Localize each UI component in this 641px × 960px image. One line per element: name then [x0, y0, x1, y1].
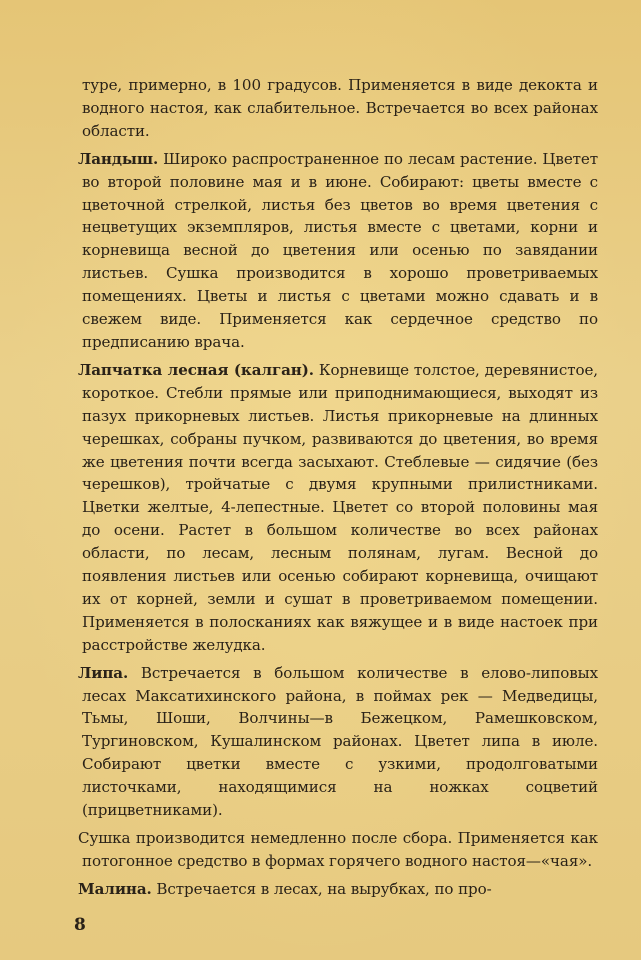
paragraph-lipa — [78, 662, 598, 822]
paragraph-text: туре, примерно, в 100 градусов. Применяется в виде декокта и водного настоя, как слабительное. Встречается во всех районах области. — [82, 76, 598, 140]
paragraph-text: Корневище толстое, деревянистое, короткое. Стебли прямые или приподнимающиеся, выходят из пазух прикорневых листьев. Листья прикорневые на длинных черешках, собраны пучком, развиваются до цветения, во время же цветения почти всегда засыхают. Стеблевые — сидячие (без черешков), тройчатые с двумя крупными прилистниками. Цветки желтые, 4-лепестные. Цветет со второй половины мая до осени. Растет в большом количестве во всех районах области, по лесам, лесным полянам, лугам. Весной до появления листьев или осенью собирают корневища, очищают их от корней, земли и сушат в проветриваемом помещении. Применяется в полосканиях как вяжущее и в виде настоек при расстройстве желудка. — [82, 360, 598, 654]
page-number: 8 — [74, 915, 86, 935]
page-text — [78, 74, 598, 906]
entry-term: Малина. — [78, 879, 152, 898]
paragraph-sushka — [78, 827, 598, 873]
paragraph-continuation — [82, 74, 598, 143]
entry-term: Ландыш. — [78, 149, 159, 168]
entry-term: Липа. — [78, 663, 129, 682]
paragraph-malina — [78, 878, 598, 901]
paragraph-text: Сушка производится немедленно после сбора. Применяется как потогонное средство в формах горячего водного настоя—«чая». — [78, 829, 598, 870]
paragraph-text: Широко распространенное по лесам растение. Цветет во второй половине мая и в июне. Собирают: цветы вместе с цветочной стрелкой, листья без цветов во время цветения с нецветущих экземпляров, листья вместе с цветами, корни и корневища весной до цветения или осенью по завядании листьев. Сушка производится в хорошо проветриваемых помещениях. Цветы и листья с цветами можно сдавать и в свежем виде. Применяется как сердечное средство по предписанию врача. — [82, 149, 598, 351]
paragraph-lapchatka — [78, 359, 598, 657]
paragraph-text: Встречается в лесах, на вырубках, по про- — [151, 879, 492, 898]
paragraph-landysh — [78, 148, 598, 354]
entry-term: Лапчатка лесная (калган). — [78, 360, 314, 379]
paragraph-text: Встречается в большом количестве в елово-липовых лесах Максатихинского района, в поймах рек — Медведицы, Тьмы, Шоши, Волчины—в Бежецком, Рамешковском, Тургиновском, Кушалинском районах. Цветет липа в июле. Собирают цветки вместе с узкими, продолговатыми листочками, находящимися на ножках соцветий (прицветниками). — [82, 663, 598, 820]
